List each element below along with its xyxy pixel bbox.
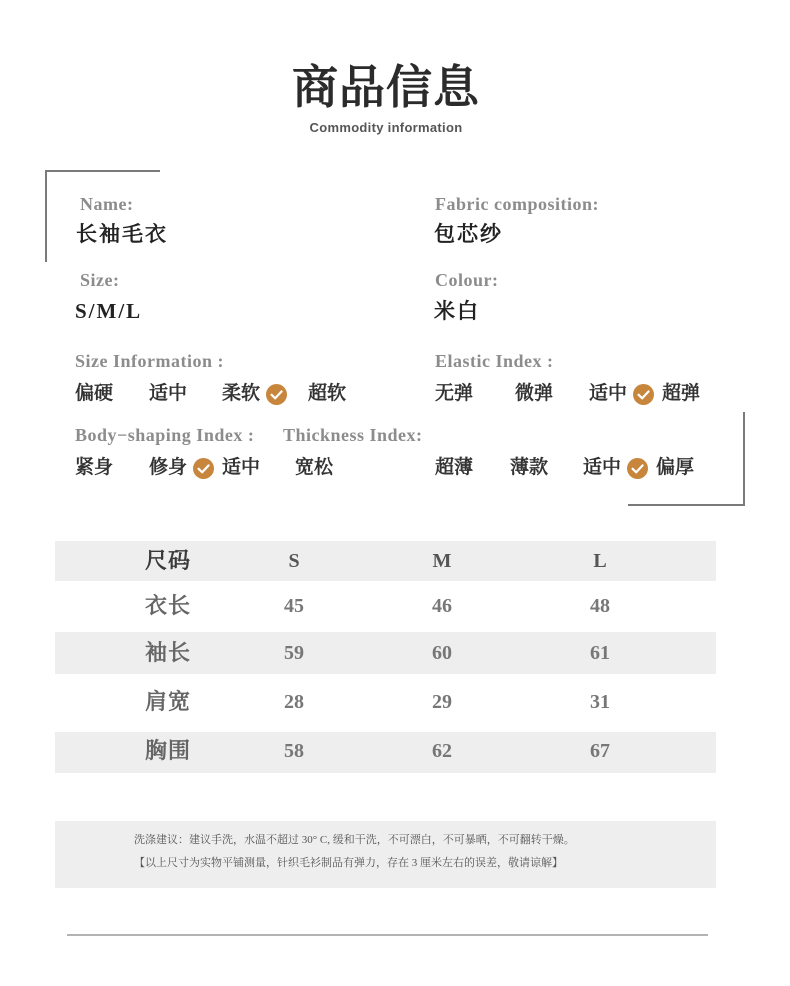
option: 微弹 <box>515 383 554 404</box>
option: 超弹 <box>662 383 701 404</box>
option: 修身 <box>149 457 188 478</box>
table-header-cell: 尺码 <box>144 548 191 573</box>
name-label: Name: <box>80 194 134 214</box>
fabric-value: 包芯纱 <box>434 222 503 246</box>
measurement-disclaimer: 【以上尺寸为实物平铺测量，针织毛衫制品有弹力，存在 3 厘米左右的误差，敬请谅解】 <box>134 857 563 869</box>
option: 宽松 <box>295 457 334 478</box>
corner-bracket-top-left-vertical <box>45 170 47 262</box>
thickness-index-label: Thickness Index: <box>283 425 423 445</box>
table-header-row <box>55 541 716 581</box>
option: 无弹 <box>435 383 474 404</box>
thickness-index-options <box>0 456 790 480</box>
page-subtitle: Commodity information <box>309 120 463 135</box>
option: 适中 <box>589 383 628 404</box>
size-information-label: Size Information : <box>75 351 224 371</box>
option: 薄款 <box>510 457 549 478</box>
page-title: 商品信息 <box>292 61 480 113</box>
option: 适中 <box>222 457 261 478</box>
corner-bracket-bottom-right-horizontal <box>628 504 745 506</box>
elastic-index-label: Elastic Index : <box>435 351 554 371</box>
table-header-cell: M <box>432 550 452 572</box>
table-cell: 29 <box>432 691 452 713</box>
option: 柔软 <box>222 383 261 404</box>
option: 超软 <box>308 383 347 404</box>
bottom-divider <box>67 934 708 936</box>
option: 超薄 <box>435 457 474 478</box>
table-cell: 31 <box>590 691 610 713</box>
name-value: 长袖毛衣 <box>76 222 168 246</box>
colour-label: Colour: <box>435 270 499 290</box>
option: 偏硬 <box>75 383 114 404</box>
elastic-index-options <box>0 382 790 406</box>
care-notes-box <box>55 821 716 888</box>
option: 适中 <box>583 457 622 478</box>
check-circle-icon <box>627 458 648 479</box>
fabric-label: Fabric composition: <box>435 194 599 214</box>
table-row <box>55 680 716 724</box>
table-row-label: 袖长 <box>144 640 191 665</box>
table-cell: 45 <box>284 595 304 617</box>
table-row-label: 肩宽 <box>144 689 191 714</box>
table-cell: 67 <box>590 740 610 762</box>
table-cell: 46 <box>432 595 452 617</box>
table-cell: 58 <box>284 740 304 762</box>
check-circle-icon <box>633 384 654 405</box>
table-cell: 60 <box>432 642 452 664</box>
table-row <box>55 732 716 773</box>
table-header-cell: L <box>593 550 607 572</box>
table-cell: 28 <box>284 691 304 713</box>
colour-value: 米白 <box>434 299 480 323</box>
care-instructions: 洗涤建议：建议手洗，水温不超过 30° C, 缓和干洗，不可漂白，不可暴晒，不可翻转干燥。 <box>134 834 575 846</box>
corner-bracket-top-left-horizontal <box>45 170 160 172</box>
body-shaping-index-label: Body−shaping Index : <box>75 425 255 445</box>
table-cell: 59 <box>284 642 304 664</box>
table-header-cell: S <box>288 550 300 572</box>
size-label: Size: <box>80 270 120 290</box>
size-value: S/M/L <box>75 299 143 323</box>
table-row <box>55 632 716 674</box>
table-row-label: 衣长 <box>144 593 191 618</box>
table-cell: 62 <box>432 740 452 762</box>
option: 适中 <box>149 383 188 404</box>
option: 偏厚 <box>656 457 695 478</box>
table-row-label: 胸围 <box>144 738 191 763</box>
option: 紧身 <box>75 457 114 478</box>
table-cell: 48 <box>590 595 610 617</box>
table-cell: 61 <box>590 642 610 664</box>
table-row <box>55 583 716 629</box>
